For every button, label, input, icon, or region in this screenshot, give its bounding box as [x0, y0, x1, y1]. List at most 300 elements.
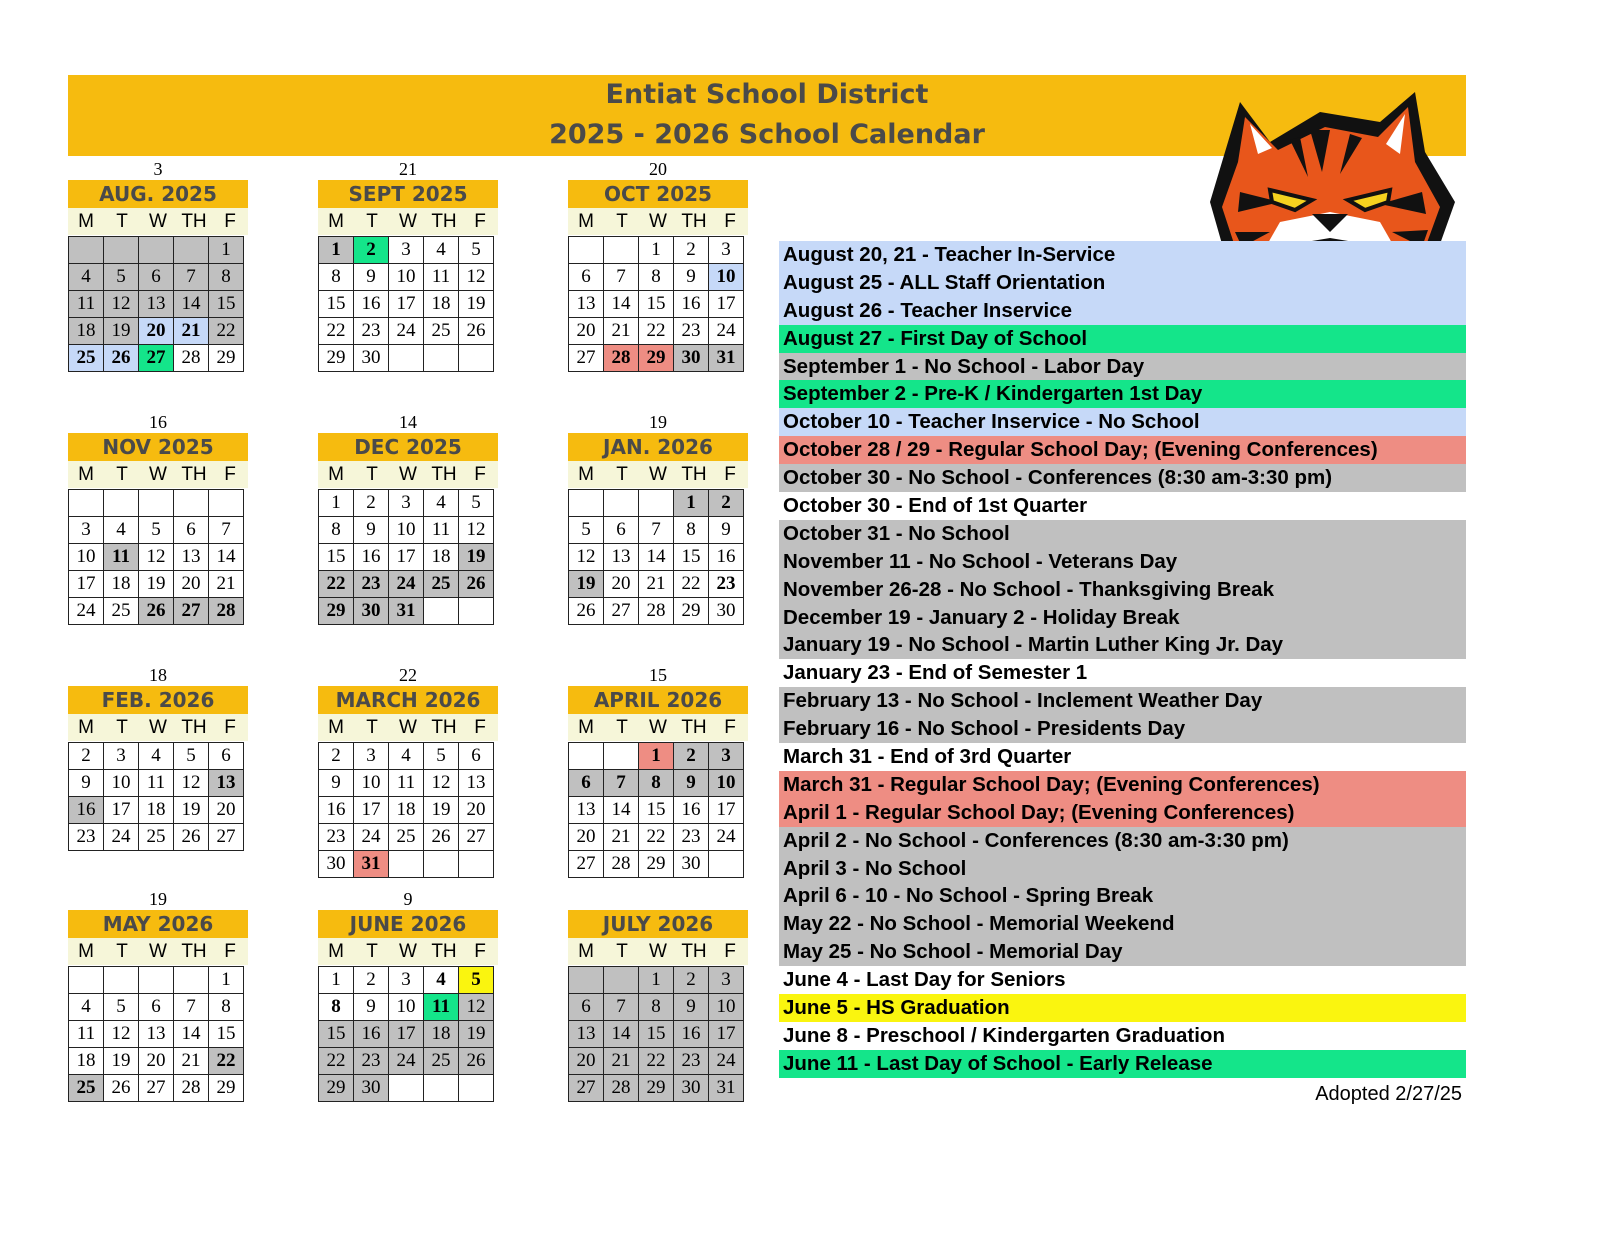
day-cell: 17	[354, 797, 389, 824]
day-cell: 12	[139, 544, 174, 571]
day-cell: 28	[639, 598, 674, 625]
day-cell: 11	[69, 1021, 104, 1048]
day-grid	[68, 489, 244, 625]
day-cell: 17	[69, 571, 104, 598]
week-row	[69, 1048, 244, 1075]
day-cell	[569, 490, 604, 517]
day-cell: 31	[389, 598, 424, 625]
day-cell: 20	[459, 797, 494, 824]
day-grid	[318, 489, 494, 625]
day-cell: 29	[639, 345, 674, 372]
day-cell: 1	[639, 967, 674, 994]
day-cell: 14	[174, 291, 209, 318]
week-row	[569, 743, 744, 770]
day-cell: 14	[639, 544, 674, 571]
week-row	[569, 967, 744, 994]
day-cell: 12	[459, 994, 494, 1021]
day-cell: 10	[69, 544, 104, 571]
day-cell: 29	[639, 1075, 674, 1102]
day-cell: 26	[104, 345, 139, 372]
day-cell: 6	[569, 770, 604, 797]
weekday-label: M	[578, 211, 594, 232]
day-cell: 22	[209, 318, 244, 345]
day-cell: 27	[174, 598, 209, 625]
day-cell: 5	[104, 994, 139, 1021]
day-cell: 10	[709, 994, 744, 1021]
weekday-header	[318, 938, 498, 965]
day-cell: 23	[69, 824, 104, 851]
weekday-label: F	[724, 464, 736, 485]
weekday-label: T	[116, 464, 128, 485]
day-cell: 19	[104, 318, 139, 345]
day-grid	[568, 236, 744, 372]
week-row	[569, 1075, 744, 1102]
month-title: SEPT 2025	[318, 180, 498, 208]
day-cell	[459, 1075, 494, 1102]
day-cell: 14	[604, 1021, 639, 1048]
day-cell: 3	[69, 517, 104, 544]
day-cell: 13	[569, 797, 604, 824]
calendar-title: 2025 - 2026 School Calendar	[549, 119, 985, 150]
day-cell: 19	[424, 797, 459, 824]
day-cell: 18	[424, 291, 459, 318]
month-title: OCT 2025	[568, 180, 748, 208]
week-row	[569, 264, 744, 291]
day-cell: 11	[424, 994, 459, 1021]
weekday-label: M	[328, 717, 344, 738]
day-grid	[568, 489, 744, 625]
day-cell: 9	[674, 994, 709, 1021]
day-cell: 1	[319, 967, 354, 994]
day-grid	[318, 966, 494, 1102]
day-cell: 6	[569, 994, 604, 1021]
day-cell: 30	[674, 345, 709, 372]
day-cell: 28	[174, 1075, 209, 1102]
week-row	[69, 1075, 244, 1102]
weekday-label: F	[474, 941, 486, 962]
day-cell: 5	[459, 490, 494, 517]
weekday-label: TH	[681, 464, 707, 485]
day-cell: 9	[709, 517, 744, 544]
day-cell: 22	[319, 571, 354, 598]
weekday-label: F	[224, 464, 236, 485]
day-cell	[709, 851, 744, 878]
day-cell: 17	[389, 544, 424, 571]
weekday-label: W	[149, 941, 167, 962]
day-cell: 9	[319, 770, 354, 797]
day-cell: 8	[209, 264, 244, 291]
week-row	[569, 770, 744, 797]
day-cell	[389, 345, 424, 372]
day-cell: 6	[139, 994, 174, 1021]
day-cell: 15	[674, 544, 709, 571]
day-cell: 29	[674, 598, 709, 625]
day-cell: 11	[424, 517, 459, 544]
events-list	[779, 241, 1466, 1078]
weekday-header	[318, 208, 498, 235]
day-cell: 28	[604, 1075, 639, 1102]
day-cell	[174, 967, 209, 994]
day-cell: 7	[604, 994, 639, 1021]
day-cell: 10	[709, 264, 744, 291]
weekday-label: W	[399, 717, 417, 738]
weekday-label: W	[399, 941, 417, 962]
month-school-day-count: 18	[149, 665, 167, 685]
day-cell: 11	[104, 544, 139, 571]
day-cell: 29	[319, 598, 354, 625]
event-item: April 3 - No School	[779, 855, 1466, 883]
event-item: August 25 - ALL Staff Orientation	[779, 269, 1466, 297]
day-cell	[569, 237, 604, 264]
weekday-label: F	[474, 717, 486, 738]
week-row	[69, 824, 244, 851]
day-cell: 7	[604, 770, 639, 797]
day-cell: 16	[354, 291, 389, 318]
day-cell: 1	[639, 743, 674, 770]
day-cell: 22	[639, 824, 674, 851]
day-cell: 1	[209, 237, 244, 264]
day-cell: 15	[209, 291, 244, 318]
week-row	[69, 517, 244, 544]
week-row	[569, 598, 744, 625]
day-cell: 31	[709, 1075, 744, 1102]
weekday-label: F	[224, 941, 236, 962]
weekday-label: T	[616, 211, 628, 232]
month-title: JULY 2026	[568, 910, 748, 938]
week-row	[569, 490, 744, 517]
day-cell: 12	[459, 264, 494, 291]
event-item: May 25 - No School - Memorial Day	[779, 938, 1466, 966]
week-row	[569, 517, 744, 544]
day-cell: 1	[209, 967, 244, 994]
event-item: September 1 - No School - Labor Day	[779, 353, 1466, 381]
day-cell: 26	[174, 824, 209, 851]
week-row	[569, 1048, 744, 1075]
weekday-label: W	[649, 717, 667, 738]
week-row	[319, 318, 494, 345]
day-cell: 22	[674, 571, 709, 598]
day-cell: 13	[139, 1021, 174, 1048]
day-cell: 8	[209, 994, 244, 1021]
day-cell: 12	[569, 544, 604, 571]
day-cell	[459, 851, 494, 878]
day-cell: 9	[674, 770, 709, 797]
day-cell: 9	[69, 770, 104, 797]
day-cell: 28	[174, 345, 209, 372]
weekday-label: TH	[181, 941, 207, 962]
weekday-header	[318, 461, 498, 488]
week-row	[319, 824, 494, 851]
event-item: April 6 - 10 - No School - Spring Break	[779, 882, 1466, 910]
event-item: August 26 - Teacher Inservice	[779, 297, 1466, 325]
day-cell: 17	[389, 1021, 424, 1048]
month-title: JAN. 2026	[568, 433, 748, 461]
day-cell	[139, 967, 174, 994]
day-cell: 14	[604, 797, 639, 824]
day-cell: 10	[389, 517, 424, 544]
weekday-label: M	[578, 941, 594, 962]
event-item: June 11 - Last Day of School - Early Release	[779, 1050, 1466, 1078]
day-cell: 27	[569, 1075, 604, 1102]
weekday-label: F	[224, 211, 236, 232]
day-cell: 18	[424, 544, 459, 571]
weekday-label: TH	[181, 464, 207, 485]
week-row	[319, 345, 494, 372]
weekday-label: M	[578, 717, 594, 738]
day-cell: 7	[604, 264, 639, 291]
day-cell: 4	[69, 264, 104, 291]
day-grid	[318, 742, 494, 878]
day-cell: 20	[139, 318, 174, 345]
day-cell: 16	[674, 291, 709, 318]
day-cell: 20	[604, 571, 639, 598]
day-cell: 3	[389, 490, 424, 517]
week-row	[319, 237, 494, 264]
day-cell: 22	[319, 1048, 354, 1075]
day-cell: 23	[319, 824, 354, 851]
day-cell: 29	[319, 345, 354, 372]
day-cell: 6	[604, 517, 639, 544]
day-cell: 16	[709, 544, 744, 571]
day-cell: 16	[354, 544, 389, 571]
weekday-label: T	[366, 717, 378, 738]
day-cell: 30	[709, 598, 744, 625]
weekday-label: M	[328, 941, 344, 962]
day-cell: 29	[639, 851, 674, 878]
weekday-label: M	[578, 464, 594, 485]
day-cell	[389, 851, 424, 878]
weekday-label: F	[474, 211, 486, 232]
day-cell: 17	[709, 797, 744, 824]
day-cell: 4	[104, 517, 139, 544]
month-title: DEC 2025	[318, 433, 498, 461]
weekday-label: T	[366, 211, 378, 232]
week-row	[319, 264, 494, 291]
weekday-label: M	[78, 941, 94, 962]
day-cell: 4	[424, 490, 459, 517]
day-cell: 30	[674, 851, 709, 878]
day-cell: 24	[354, 824, 389, 851]
week-row	[319, 851, 494, 878]
day-cell: 4	[424, 967, 459, 994]
weekday-label: M	[78, 464, 94, 485]
event-item: February 13 - No School - Inclement Weather Day	[779, 687, 1466, 715]
day-cell: 22	[319, 318, 354, 345]
day-cell	[174, 237, 209, 264]
day-cell	[104, 490, 139, 517]
week-row	[69, 544, 244, 571]
weekday-header	[568, 714, 748, 741]
day-cell: 26	[459, 318, 494, 345]
day-cell: 3	[389, 967, 424, 994]
day-cell	[209, 490, 244, 517]
day-cell: 8	[674, 517, 709, 544]
day-cell: 17	[709, 1021, 744, 1048]
week-row	[69, 967, 244, 994]
week-row	[69, 318, 244, 345]
day-cell: 13	[209, 770, 244, 797]
week-row	[569, 291, 744, 318]
day-cell: 30	[354, 345, 389, 372]
day-cell: 24	[709, 824, 744, 851]
day-cell: 12	[104, 1021, 139, 1048]
day-cell	[459, 345, 494, 372]
day-cell: 16	[69, 797, 104, 824]
day-cell: 15	[639, 1021, 674, 1048]
day-cell: 5	[459, 237, 494, 264]
day-cell: 2	[354, 237, 389, 264]
day-cell: 23	[354, 1048, 389, 1075]
event-item: April 1 - Regular School Day; (Evening Conferences)	[779, 799, 1466, 827]
day-cell: 20	[569, 318, 604, 345]
day-cell: 1	[674, 490, 709, 517]
weekday-label: TH	[431, 211, 457, 232]
event-item: December 19 - January 2 - Holiday Break	[779, 604, 1466, 632]
day-cell: 24	[389, 1048, 424, 1075]
day-cell: 9	[674, 264, 709, 291]
week-row	[569, 1021, 744, 1048]
day-cell: 13	[174, 544, 209, 571]
day-cell: 24	[69, 598, 104, 625]
district-title: Entiat School District	[605, 79, 929, 110]
week-row	[319, 770, 494, 797]
day-cell: 18	[69, 318, 104, 345]
day-cell: 18	[389, 797, 424, 824]
week-row	[319, 743, 494, 770]
month-title: APRIL 2026	[568, 686, 748, 714]
week-row	[319, 544, 494, 571]
week-row	[569, 318, 744, 345]
weekday-label: M	[78, 211, 94, 232]
day-cell: 2	[674, 237, 709, 264]
day-cell: 23	[709, 571, 744, 598]
day-cell	[569, 967, 604, 994]
event-item: October 10 - Teacher Inservice - No School	[779, 408, 1466, 436]
day-cell: 31	[709, 345, 744, 372]
day-cell: 14	[174, 1021, 209, 1048]
day-cell: 8	[319, 517, 354, 544]
weekday-label: TH	[181, 717, 207, 738]
day-cell: 21	[604, 318, 639, 345]
day-cell: 4	[424, 237, 459, 264]
day-cell: 29	[209, 345, 244, 372]
day-cell: 7	[174, 994, 209, 1021]
day-cell: 18	[104, 571, 139, 598]
weekday-label: TH	[681, 717, 707, 738]
month-school-day-count: 19	[149, 889, 167, 909]
day-cell	[424, 851, 459, 878]
weekday-label: W	[649, 464, 667, 485]
day-cell: 10	[389, 264, 424, 291]
day-cell	[69, 490, 104, 517]
day-cell	[424, 1075, 459, 1102]
day-cell: 23	[354, 318, 389, 345]
weekday-label: W	[399, 464, 417, 485]
weekday-header	[68, 938, 248, 965]
day-cell: 10	[709, 770, 744, 797]
week-row	[69, 345, 244, 372]
day-cell: 17	[104, 797, 139, 824]
day-cell: 14	[209, 544, 244, 571]
day-cell: 3	[709, 237, 744, 264]
day-cell: 5	[104, 264, 139, 291]
week-row	[569, 345, 744, 372]
event-item: February 16 - No School - Presidents Day	[779, 715, 1466, 743]
weekday-label: T	[616, 464, 628, 485]
day-cell: 20	[174, 571, 209, 598]
weekday-label: M	[328, 211, 344, 232]
day-cell: 3	[104, 743, 139, 770]
day-cell: 12	[104, 291, 139, 318]
day-grid	[68, 742, 244, 851]
week-row	[319, 490, 494, 517]
event-item: June 5 - HS Graduation	[779, 994, 1466, 1022]
day-cell: 25	[424, 318, 459, 345]
week-row	[569, 544, 744, 571]
day-cell: 30	[319, 851, 354, 878]
day-cell: 2	[674, 743, 709, 770]
weekday-label: F	[474, 464, 486, 485]
day-cell: 18	[424, 1021, 459, 1048]
day-grid	[68, 236, 244, 372]
day-cell: 25	[389, 824, 424, 851]
month-school-day-count: 14	[399, 412, 417, 432]
day-cell: 19	[104, 1048, 139, 1075]
day-cell: 22	[209, 1048, 244, 1075]
month-school-day-count: 9	[403, 889, 413, 909]
day-cell: 29	[319, 1075, 354, 1102]
day-cell	[139, 237, 174, 264]
day-cell: 27	[604, 598, 639, 625]
day-cell: 9	[354, 264, 389, 291]
week-row	[69, 770, 244, 797]
week-row	[319, 967, 494, 994]
day-cell: 12	[424, 770, 459, 797]
day-cell: 26	[459, 1048, 494, 1075]
day-cell: 2	[354, 967, 389, 994]
day-cell: 1	[319, 237, 354, 264]
month-title: NOV 2025	[68, 433, 248, 461]
day-cell: 19	[174, 797, 209, 824]
day-cell: 14	[604, 291, 639, 318]
month-title: MARCH 2026	[318, 686, 498, 714]
weekday-label: W	[399, 211, 417, 232]
day-cell: 15	[639, 291, 674, 318]
day-cell: 7	[174, 264, 209, 291]
day-cell: 15	[209, 1021, 244, 1048]
event-item: August 20, 21 - Teacher In-Service	[779, 241, 1466, 269]
week-row	[69, 743, 244, 770]
day-cell: 27	[209, 824, 244, 851]
weekday-label: M	[328, 464, 344, 485]
day-cell: 5	[139, 517, 174, 544]
day-cell: 11	[139, 770, 174, 797]
weekday-label: F	[224, 717, 236, 738]
day-cell: 7	[209, 517, 244, 544]
day-cell: 3	[354, 743, 389, 770]
day-cell: 1	[319, 490, 354, 517]
week-row	[69, 264, 244, 291]
week-row	[69, 291, 244, 318]
month-school-day-count: 21	[399, 159, 417, 179]
day-cell: 28	[604, 851, 639, 878]
day-cell	[459, 598, 494, 625]
week-row	[69, 598, 244, 625]
week-row	[69, 237, 244, 264]
day-cell: 8	[319, 264, 354, 291]
day-cell: 6	[569, 264, 604, 291]
day-cell: 13	[604, 544, 639, 571]
